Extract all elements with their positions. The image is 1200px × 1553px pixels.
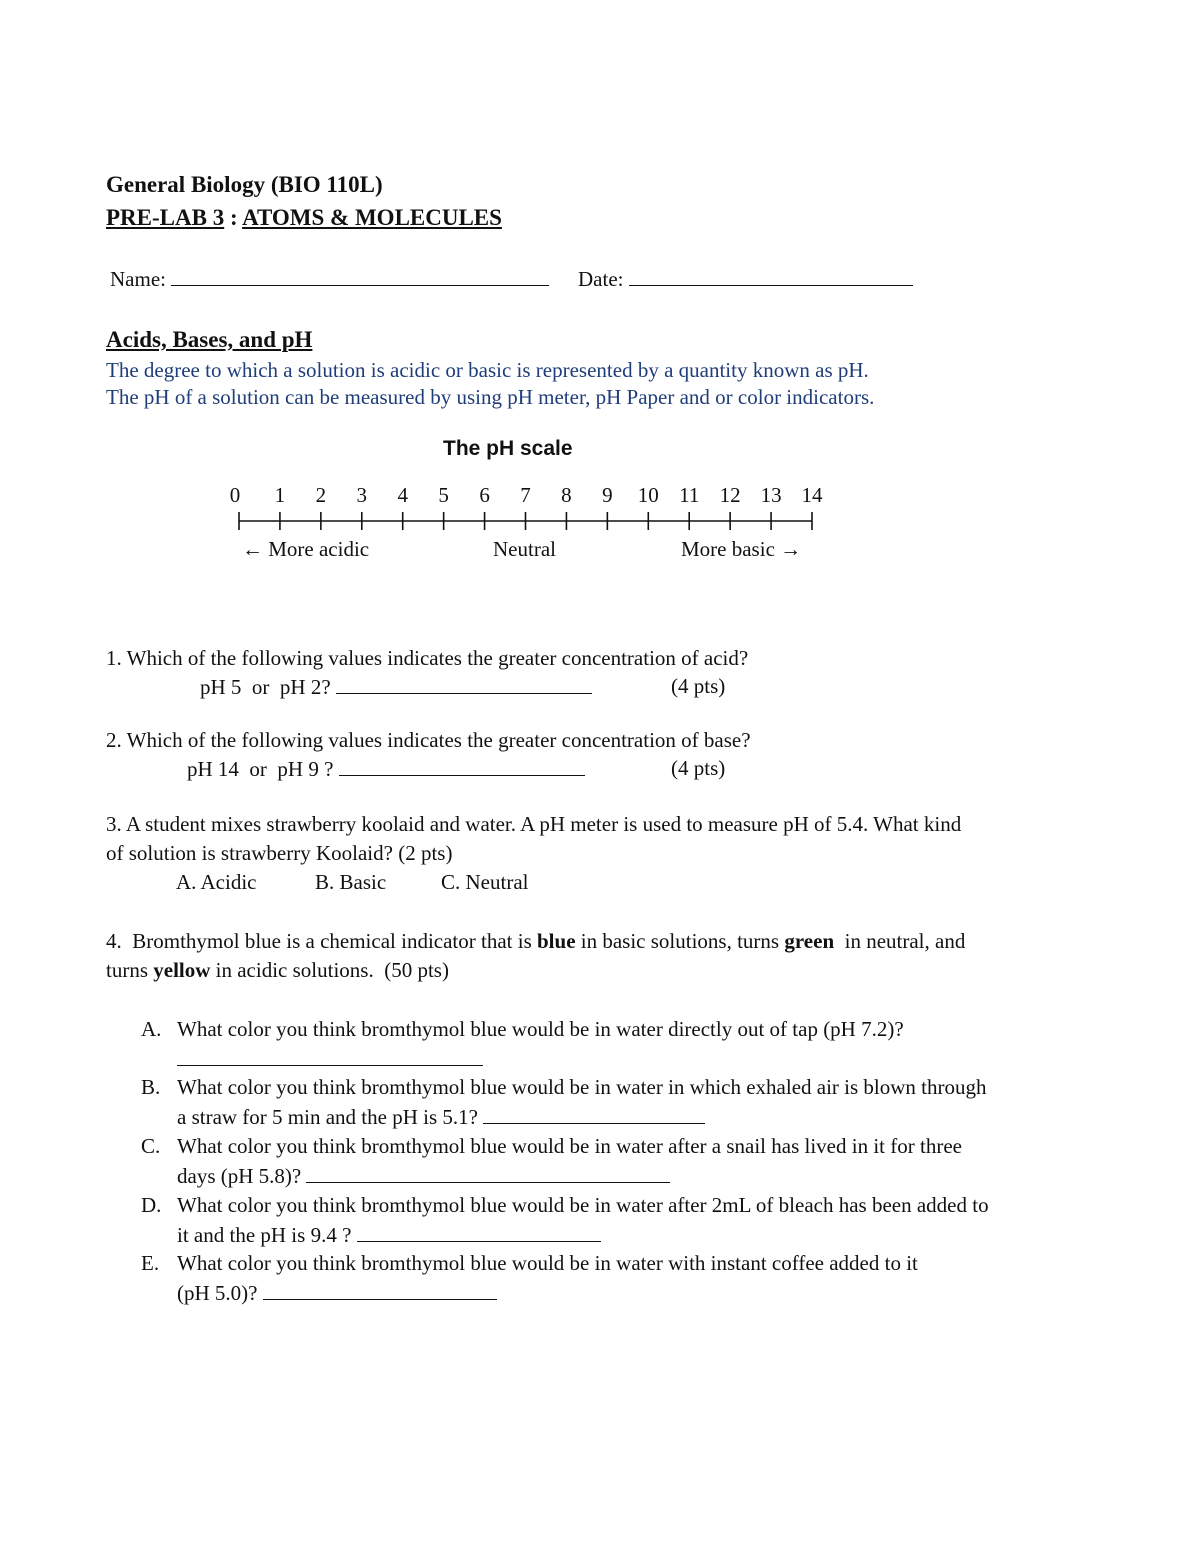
ph-tick-label: 10 (637, 483, 659, 507)
ph-tick-label: 13 (760, 483, 782, 507)
intro-line-2: The pH of a solution can be measured by using pH meter, pH Paper and or color indicators. (106, 385, 875, 409)
question-3-line-1: 3. A student mixes strawberry koolaid and water. A pH meter is used to measure pH of 5.4. What kind (106, 812, 962, 836)
question-4c-line-1 (141, 1136, 962, 1157)
question-2-answer-blank[interactable] (339, 758, 585, 776)
question-4b-line-2 (177, 1106, 705, 1128)
question-4c-letter: C. (141, 1134, 161, 1158)
ph-tick-label: 6 (479, 483, 490, 507)
question-4d-letter: D. (141, 1193, 162, 1217)
ph-scale-numbers (230, 483, 823, 507)
question-4-text-g: in acidic solutions. (50 pts) (210, 958, 449, 982)
question-4-line-1 (106, 931, 965, 952)
name-field (110, 268, 549, 290)
ph-tick-label: 2 (315, 483, 327, 507)
neutral-label: Neutral (493, 537, 556, 561)
question-3-option-c[interactable]: C. Neutral (441, 870, 529, 894)
question-4c-line-2 (177, 1165, 670, 1187)
question-4e-answer-blank[interactable] (263, 1282, 497, 1300)
question-1-choices: pH 5 or pH 2? (200, 675, 331, 699)
date-field (578, 268, 913, 290)
question-4a-line-2 (177, 1048, 483, 1070)
question-4d-line-1 (141, 1195, 989, 1216)
course-title: General Biology (BIO 110L) (106, 172, 383, 197)
question-4d-answer-blank[interactable] (357, 1224, 601, 1242)
question-2-text: 2. Which of the following values indicates the greater concentration of base? (106, 728, 751, 752)
blue-term: blue (537, 929, 576, 953)
question-2-points: (4 pts) (671, 756, 726, 780)
question-2-prompt (187, 758, 585, 780)
question-4d-text: What color you think bromthymol blue would be in water after 2mL of bleach has been added to (177, 1193, 989, 1217)
question-4-text-a: 4. Bromthymol blue is a chemical indicator that is (106, 929, 537, 953)
question-4-line-2 (106, 960, 449, 981)
name-blank[interactable] (171, 268, 549, 286)
question-3-line-2: of solution is strawberry Koolaid? (2 pts) (106, 841, 453, 865)
question-4a-answer-blank[interactable] (177, 1048, 483, 1066)
question-4b-text: What color you think bromthymol blue would be in water in which exhaled air is blown through (177, 1075, 987, 1099)
ph-tick-label: 9 (602, 483, 613, 507)
question-4b-line-1 (141, 1077, 987, 1098)
lab-number: PRE-LAB 3 (106, 205, 225, 230)
question-4e-line-2 (177, 1282, 497, 1304)
ph-tick-label: 5 (438, 483, 449, 507)
section-title: Acids, Bases, and pH (106, 327, 313, 352)
question-4e-text: What color you think bromthymol blue would be in water with instant coffee added to it (177, 1251, 918, 1275)
ph-tick-label: 8 (561, 483, 572, 507)
question-4a-line-1 (141, 1019, 904, 1040)
ph-tick-label: 0 (229, 483, 241, 507)
lab-separator: : (224, 205, 243, 230)
ph-tick-label: 3 (356, 483, 368, 507)
more-acidic-label: ← More acidic (242, 537, 370, 561)
ph-tick-label: 7 (520, 483, 531, 507)
ph-tick-label: 1 (274, 483, 286, 507)
question-1-points: (4 pts) (671, 674, 726, 698)
question-4e-text-2: (pH 5.0)? (177, 1281, 258, 1305)
name-label: Name: (110, 267, 166, 291)
question-4b-letter: B. (141, 1075, 161, 1099)
question-1-answer-blank[interactable] (336, 676, 592, 694)
question-4-text-c: in basic solutions, turns (575, 929, 785, 953)
question-3-option-b[interactable]: B. Basic (315, 870, 387, 894)
yellow-term: yellow (153, 958, 211, 982)
question-4d-text-2: it and the pH is 9.4 ? (177, 1223, 352, 1247)
question-4a-letter: A. (141, 1017, 162, 1041)
question-2-choices: pH 14 or pH 9 ? (187, 757, 334, 781)
question-4e-letter: E. (141, 1251, 160, 1275)
date-label: Date: (578, 267, 624, 291)
question-4-text-e: in neutral, and (834, 929, 966, 953)
question-4a-text: What color you think bromthymol blue would be in water directly out of tap (pH 7.2)? (177, 1017, 904, 1041)
question-1-prompt (200, 676, 592, 698)
question-4c-answer-blank[interactable] (306, 1165, 670, 1183)
ph-tick-label: 12 (719, 483, 741, 507)
question-4c-text: What color you think bromthymol blue would be in water after a snail has lived in it for three (177, 1134, 962, 1158)
ph-tick-label: 11 (679, 483, 700, 507)
question-4b-text-2: a straw for 5 min and the pH is 5.1? (177, 1105, 478, 1129)
question-4-text-f: turns (106, 958, 154, 982)
question-1-text: 1. Which of the following values indicates the greater concentration of acid? (106, 646, 749, 670)
lab-topic: ATOMS & MOLECULES (242, 205, 502, 230)
question-4b-answer-blank[interactable] (483, 1106, 705, 1124)
lab-title (106, 205, 502, 231)
ph-tick-label: 4 (397, 483, 408, 507)
ph-scale-title: The pH scale (443, 437, 573, 460)
ph-tick-label: 14 (801, 483, 823, 507)
more-basic-label: More basic → (681, 537, 802, 561)
question-4d-line-2 (177, 1224, 601, 1246)
intro-line-1: The degree to which a solution is acidic or basic is represented by a quantity known as pH. (106, 358, 869, 382)
date-blank[interactable] (629, 268, 913, 286)
question-4c-text-2: days (pH 5.8)? (177, 1164, 302, 1188)
green-term: green (784, 929, 835, 953)
question-4e-line-1 (141, 1253, 918, 1274)
question-3-option-a[interactable]: A. Acidic (176, 870, 257, 894)
